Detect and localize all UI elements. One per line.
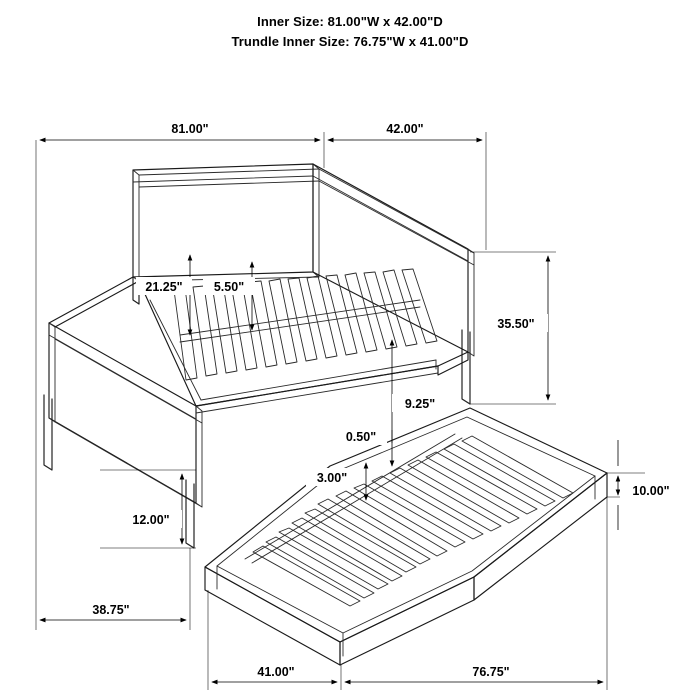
dim-slat-thickness: 0.50" — [345, 430, 377, 444]
dim-trundle-width: 76.75" — [472, 665, 510, 679]
dim-backrest-height: 21.25" — [145, 280, 183, 294]
dim-overall-height: 35.50" — [497, 317, 535, 331]
daybed-frame — [44, 164, 474, 548]
trundle-inner-size-heading: Trundle Inner Size: 76.75"W x 41.00"D — [231, 34, 469, 49]
dim-leg-height: 12.00" — [132, 513, 170, 527]
inner-size-heading: Inner Size: 81.00"W x 42.00"D — [257, 14, 443, 29]
dim-trundle-depth: 41.00" — [257, 665, 295, 679]
trundle-unit — [205, 408, 607, 665]
dim-top-left-width: 81.00" — [171, 122, 209, 136]
trundle-slats — [253, 436, 573, 606]
dimension-labels — [80, 119, 682, 680]
dim-trundle-height: 10.00" — [632, 484, 670, 498]
dim-deck-height: 9.25" — [404, 397, 436, 411]
dim-bed-depth: 38.75" — [92, 603, 130, 617]
dim-trundle-clearance: 3.00" — [316, 471, 348, 485]
dim-armrest-offset: 5.50" — [213, 280, 245, 294]
dim-top-right-depth: 42.00" — [386, 122, 424, 136]
